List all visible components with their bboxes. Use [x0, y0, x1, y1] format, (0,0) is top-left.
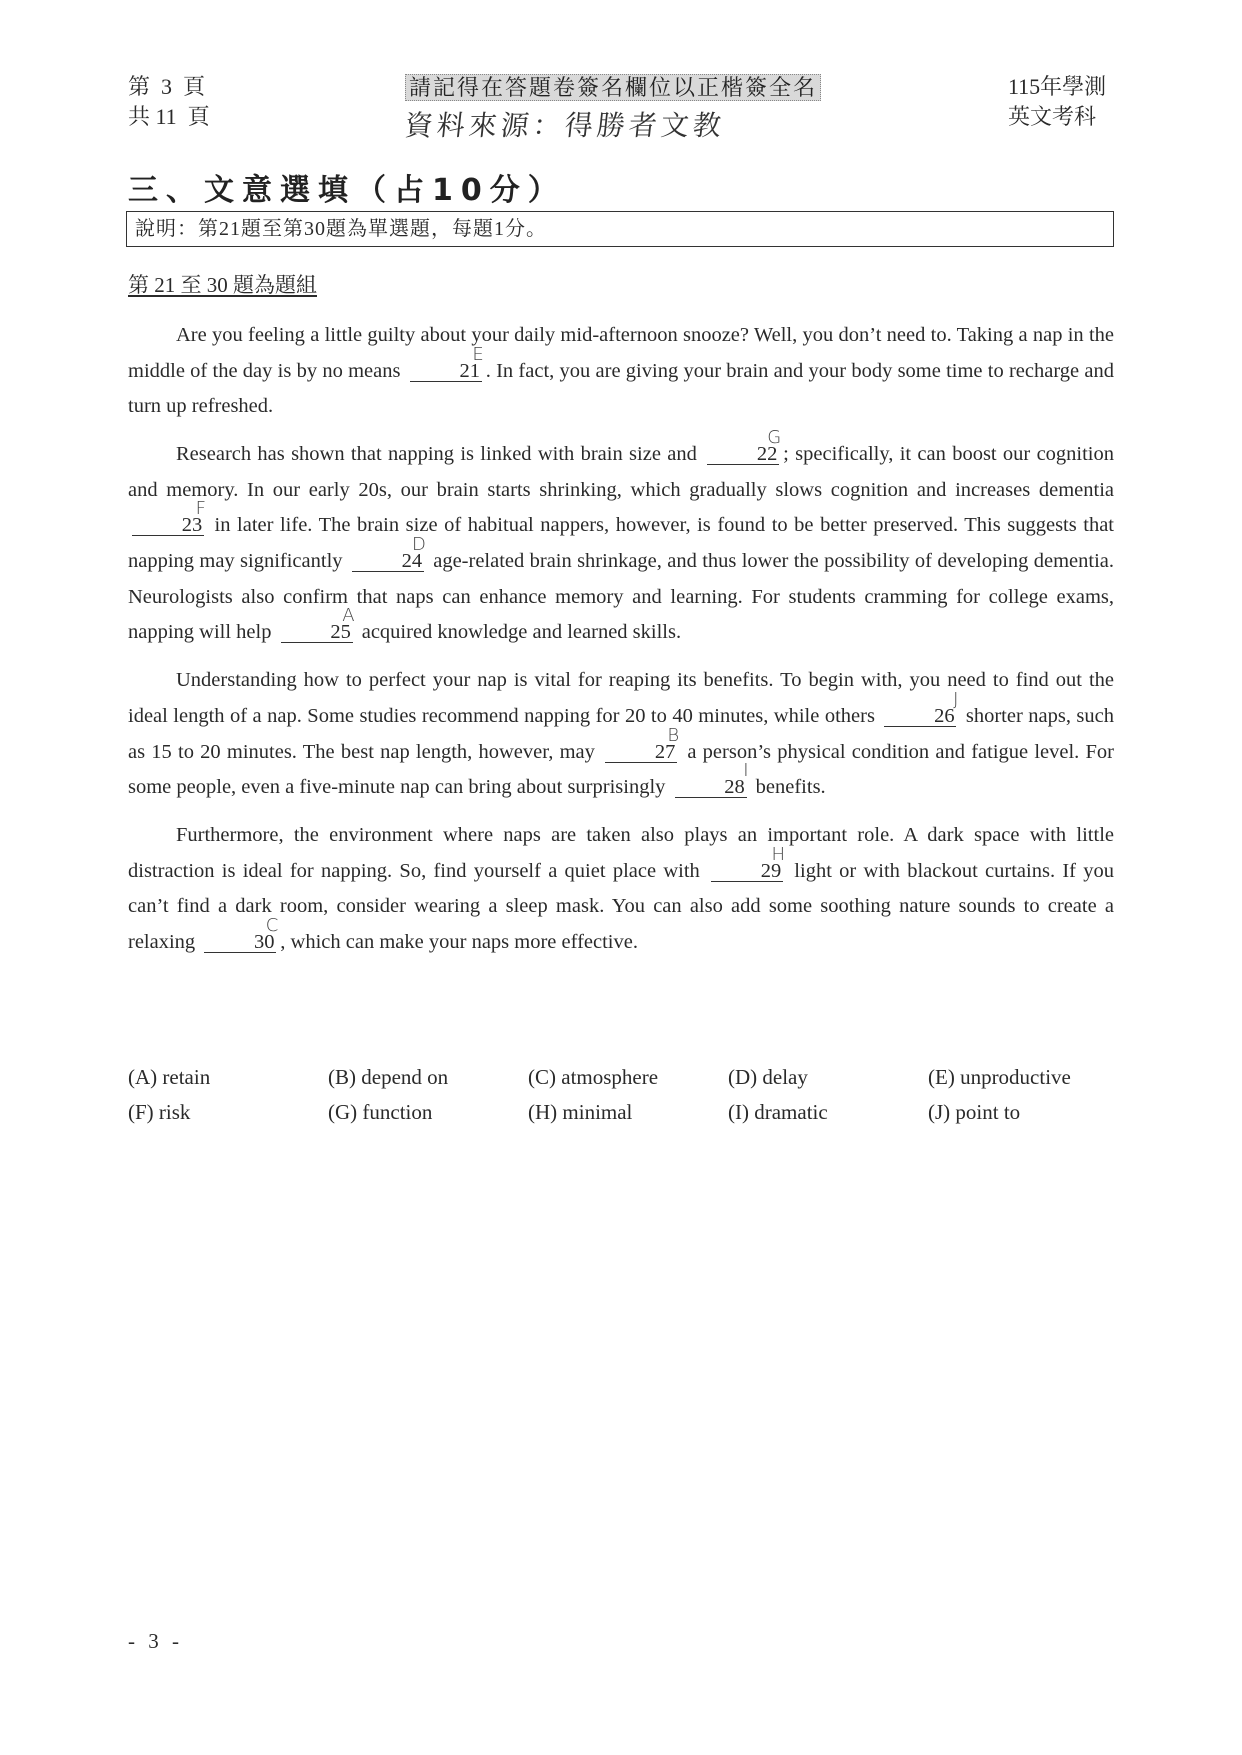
blank-number: 30: [254, 931, 275, 953]
handwritten-answer-30: C: [265, 915, 279, 936]
handwritten-answer-29: H: [771, 843, 786, 865]
handwritten-answer-25: A: [342, 605, 355, 627]
handwritten-source-note: 資料來源：得勝者文教: [403, 109, 727, 142]
blank-30[interactable]: [204, 915, 279, 953]
handwritten-answer-26: J: [953, 688, 959, 710]
handwritten-answer-27: B: [667, 724, 680, 746]
question-group-label: 第 21 至 30 題為題組: [128, 273, 317, 297]
blank-27[interactable]: [605, 724, 680, 763]
blank-number: 25: [330, 621, 351, 644]
signature-notice: 請記得在答題卷簽名欄位以正楷簽全名: [405, 74, 821, 101]
option-c: (C) atmosphere: [528, 1065, 659, 1089]
cloze-passage: [128, 318, 1114, 973]
option-j: (J) point to: [928, 1100, 1021, 1124]
option-b: (B) depend on: [328, 1065, 449, 1089]
paragraph-3: [128, 663, 1114, 805]
passage-text: shorter naps, such as 15 to 20 minutes. The best nap length, however, may: [128, 704, 1114, 763]
paragraph-4: [128, 818, 1114, 960]
blank-29[interactable]: [711, 843, 786, 882]
blank-number: 29: [760, 859, 782, 882]
page-number: - 3 -: [128, 1629, 183, 1653]
handwritten-answer-28: I: [743, 760, 749, 782]
instructions-box: 說明：第21題至第30題為單選題，每題1分。: [126, 211, 1114, 247]
blank-28[interactable]: [675, 760, 749, 799]
handwritten-answer-23: F: [195, 498, 206, 520]
option-h: (H) minimal: [528, 1100, 633, 1124]
section-title: 三、文意選填（占10分）: [128, 173, 566, 208]
option-g: (G) function: [328, 1100, 433, 1124]
blank-number: 23: [181, 514, 203, 537]
handwritten-answer-24: D: [412, 534, 426, 556]
blank-number: 22: [756, 443, 778, 466]
current-page-label: 第 3 頁: [128, 74, 206, 99]
option-a: (A) retain: [128, 1065, 211, 1089]
header-center: [405, 74, 821, 144]
blank-number: 28: [724, 776, 745, 799]
passage-text: benefits.: [755, 776, 826, 799]
handwritten-answer-22: G: [767, 427, 782, 449]
paragraph-1: [128, 318, 1114, 425]
blank-22[interactable]: [707, 427, 782, 466]
exam-info: [1008, 72, 1106, 132]
option-d: (D) delay: [728, 1065, 808, 1089]
blank-number: 21: [459, 359, 480, 382]
blank-number: 27: [654, 740, 676, 763]
passage-text: light or with blackout curtains. If you can’t find a dark room, consider wearing a sleep mask. You can also add some soothing nature sounds to create a relaxing: [128, 859, 1114, 953]
passage-text: age-related brain shrinkage, and thus lower the possibility of developing dementia. Neurologists also confirm that naps can enhance memory and learning. For students cramming for college exams, napping will help: [128, 550, 1115, 644]
blank-21[interactable]: [410, 343, 484, 382]
page-indicator: [128, 72, 210, 132]
passage-text: Research has shown that napping is linked with brain size and: [176, 443, 697, 466]
exam-subject: 英文考科: [1008, 104, 1097, 129]
passage-text: acquired knowledge and learned skills.: [361, 621, 682, 644]
passage-text: Furthermore, the environment where naps are taken also plays an important role. A dark space with little distraction is ideal for napping. So, find yourself a quiet place with: [128, 824, 1114, 882]
answer-options: [128, 1060, 1128, 1130]
blank-23[interactable]: [132, 498, 206, 537]
blank-24[interactable]: [352, 534, 426, 573]
passage-text: . In fact, you are giving your brain and your body some time to recharge and turn up refreshed.: [128, 359, 1115, 418]
exam-year: 115年學測: [1008, 74, 1107, 99]
passage-text: , which can make your naps more effective.: [280, 931, 638, 953]
total-pages-label: 共 11 頁: [128, 104, 210, 129]
blank-25[interactable]: [281, 605, 355, 644]
option-e: (E) unproductive: [928, 1065, 1071, 1089]
passage-text: in later life. The brain size of habitual nappers, however, is found to be better preserved. This suggests that napping may significantly: [128, 514, 1114, 573]
blank-number: 26: [934, 704, 955, 727]
blank-number: 24: [401, 550, 423, 573]
options-row-1: [128, 1060, 1128, 1095]
passage-text: Are you feeling a little guilty about your daily mid-afternoon snooze? Well, you don’t need to. Taking a nap in the middle of the day is by no means: [128, 324, 1114, 382]
option-i: (I) dramatic: [728, 1100, 828, 1124]
passage-text: a person’s physical condition and fatigue level. For some people, even a five-minute nap can bring about surprisingly: [128, 740, 1114, 799]
passage-text: Understanding how to perfect your nap is vital for reaping its benefits. To begin with, you need to find out the ideal length of a nap. Some studies recommend napping for 20 to 40 minutes, while others: [128, 669, 1114, 727]
option-f: (F) risk: [128, 1100, 191, 1124]
passage-text: ; specifically, it can boost our cognition and memory. In our early 20s, our brain starts shrinking, which gradually slows cognition and increases dementia: [128, 443, 1115, 501]
paragraph-2: [128, 427, 1115, 651]
handwritten-answer-21: E: [472, 343, 484, 365]
blank-26[interactable]: [884, 688, 959, 727]
options-row-2: [128, 1095, 1128, 1130]
